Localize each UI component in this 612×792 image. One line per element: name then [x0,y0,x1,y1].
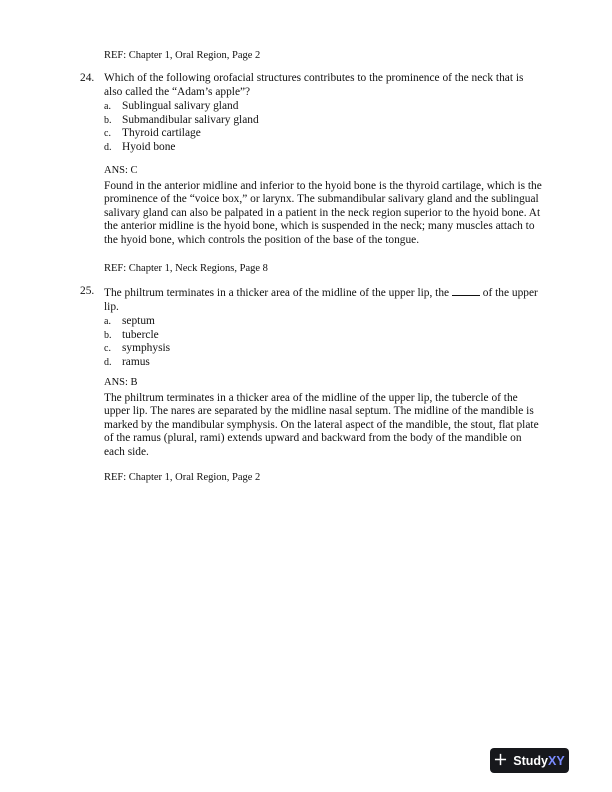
option-text: Submandibular salivary gland [122,113,259,126]
option-text: septum [122,315,155,328]
option-b [104,114,542,128]
reference-line: REF: Chapter 1, Neck Regions, Page 8 [104,263,268,274]
question-text-start: The philtrum terminates in a thicker area of the midline of the upper lip, the [104,287,452,299]
option-letter: c. [104,128,111,140]
question-number: 24. [80,72,95,84]
option-a [104,315,542,329]
studyxy-badge[interactable] [490,748,569,773]
question-number: 25. [80,285,95,297]
reference-line: REF: Chapter 1, Oral Region, Page 2 [104,50,261,61]
option-letter: b. [104,114,112,126]
question-25 [80,285,542,370]
option-d [104,356,542,370]
option-letter: a. [104,316,111,328]
option-text: ramus [122,355,150,368]
answer-25 [104,376,544,460]
option-d [104,141,542,155]
question-text [104,285,542,314]
answer-24 [104,164,544,248]
option-text: Hyoid bone [122,140,176,153]
answer-label: ANS: C [104,165,138,176]
question-24 [80,72,542,155]
option-text: Sublingual salivary gland [122,100,239,113]
answer-blank [452,285,480,296]
brand-main: Study [513,753,549,768]
option-text: tubercle [122,328,159,341]
answer-explanation: The philtrum terminates in a thicker area of the midline of the upper lip, the tubercle of the upper lip. The nares are separated by the midline nasal septum. The midline of the mandible is marked by the mandibular symphysis. On the lateral aspect of the mandible, the stout, flat plate of the ramus (plural, rami) extends upward and backward from the body of the mandible on each side. [104,391,539,458]
option-list [104,315,542,369]
answer-label: ANS: B [104,377,138,388]
option-letter: d. [104,356,112,368]
option-letter: d. [104,141,112,153]
plus-icon [494,753,507,769]
option-c [104,127,542,141]
reference-line: REF: Chapter 1, Oral Region, Page 2 [104,472,261,483]
brand-accent: XY [548,753,565,768]
option-letter: b. [104,329,112,341]
option-text: Thyroid cartilage [122,127,201,140]
option-a [104,100,542,114]
option-text: symphysis [122,342,171,355]
option-b [104,329,542,343]
option-list [104,100,542,154]
answer-explanation: Found in the anterior midline and inferior to the hyoid bone is the thyroid cartilage, which is the prominence of the “voice box,” or larynx. The submandibular salivary gland and the sublingual salivary gland can also be palpated in a patient in the neck region superior to the hyoid bone. At the anterior midline is the hyoid bone, which is suspended in the neck; many muscles attach to the hyoid bone, which controls the position of the base of the tongue. [104,179,542,246]
option-c [104,342,542,356]
option-letter: c. [104,343,111,355]
question-text: Which of the following orofacial structures contributes to the prominence of the neck that is also called the “Adam’s apple”? [104,72,524,98]
option-letter: a. [104,101,111,113]
brand-name [513,754,564,768]
question-text-end: of the upper lip. [104,287,538,313]
